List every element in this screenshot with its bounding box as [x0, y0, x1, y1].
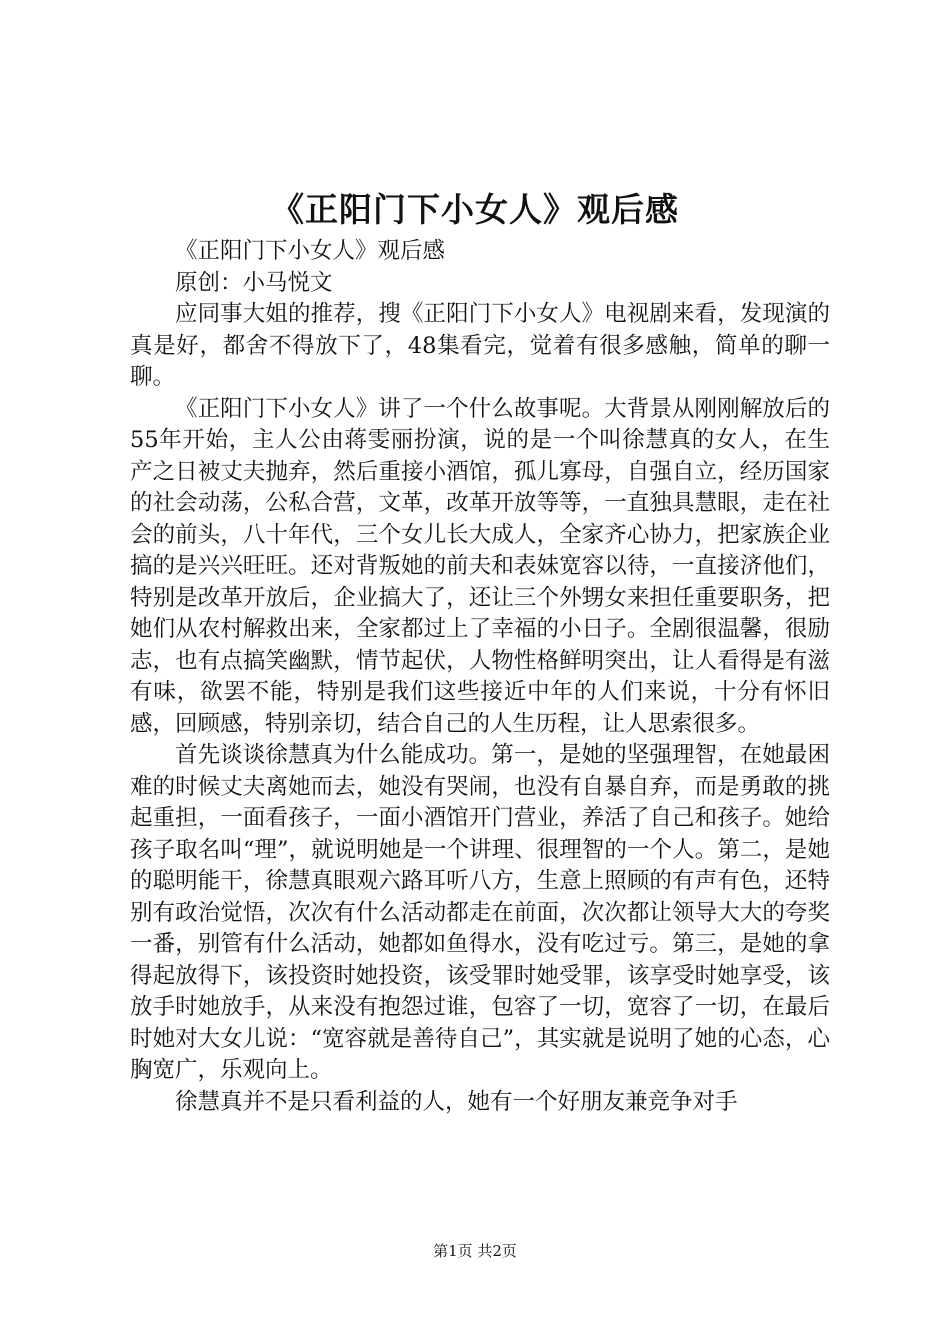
body-paragraph-heading: 《正阳门下小女人》观后感	[175, 238, 446, 264]
body-paragraph: 徐慧真并不是只看利益的人，她有一个好朋友兼竞争对手	[175, 1088, 738, 1115]
body-paragraph: 应同事大姐的推荐，搜《正阳门下小女人》电视剧来看，发现演的真是好，都舍不得放下了，48集看完，觉着有很多感触，简单的聊一聊。	[130, 301, 830, 390]
body-paragraph: 《正阳门下小女人》讲了一个什么故事呢。大背景从刚刚解放后的55年开始，主人公由蒋雯丽扮演，说的是一个叫徐慧真的女人，在生产之日被丈夫抛弃，然后重接小酒馆，孤儿寡母，自强自立，经历国家的社会动荡，公私合营，文革，改革开放等等，一直独具慧眼，走在社会的前头，八十年代，三个女儿长大成人，全家齐心协力，把家族企业搞的是兴兴旺旺。还对背叛她的前夫和表妹宽容以待，一直接济他们，特别是改革开放后，企业搞大了，还让三个外甥女来担任重要职务，把她们从农村解救出来，全家都过上了幸福的小日子。全剧很温馨，很励志，也有点搞笑幽默，情节起伏，人物性格鲜明突出，让人看得是有滋有味，欲罢不能，特别是我们这些接近中年的人们来说，十分有怀旧感，回顾感，特别亲切，结合自己的人生历程，让人思索很多。	[130, 395, 830, 737]
page-number-footer: 第1页 共2页	[433, 1242, 517, 1260]
body-paragraph-author: 原创：小马悦文	[175, 269, 333, 296]
document-body	[130, 236, 830, 1118]
document-title: 《正阳门下小女人》观后感	[271, 190, 679, 229]
body-paragraph: 首先谈谈徐慧真为什么能成功。第一，是她的坚强理智，在她最困难的时候丈夫离她而去，她没有哭闹，也没有自暴自弃，而是勇敢的挑起重担，一面看孩子，一面小酒馆开门营业，养活了自己和孩子。她给孩子取名叫“理”，就说明她是一个讲理、很理智的一个人。第二，是她的聪明能干，徐慧真眼观六路耳听八方，生意上照顾的有声有色，还特别有政治觉悟，次次有什么活动都走在前面，次次都让领导大大的夸奖一番，别管有什么活动，她都如鱼得水，没有吃过亏。第三，是她的拿得起放得下，该投资时她投资，该受罪时她受罪，该享受时她享受，该放手时她放手，从来没有抱怨过谁，包容了一切，宽容了一切，在最后时她对大女儿说：“宽容就是善待自己”，其实就是说明了她的心态，心胸宽广，乐观向上。	[130, 742, 830, 1083]
